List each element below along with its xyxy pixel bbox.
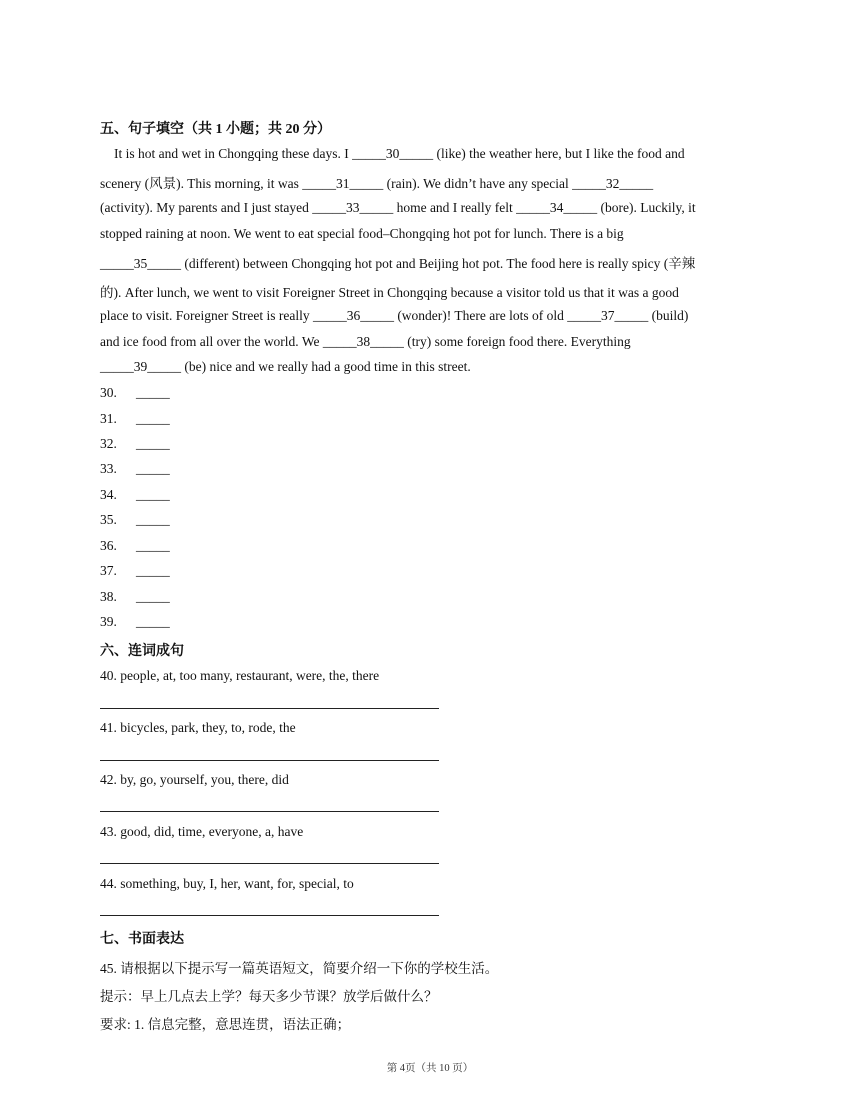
answer-item <box>100 436 170 452</box>
answer-item <box>100 411 170 427</box>
answer-number: 30. <box>100 385 117 400</box>
section-6-title: 六、连词成句 <box>100 644 184 659</box>
answer-item <box>100 538 170 554</box>
passage-line: scenery (风景). This morning, it was _____31_____ (rain). We didn’t have any special _____32_____ <box>100 176 654 191</box>
answer-blank[interactable]: _____ <box>136 461 170 476</box>
answer-blank[interactable]: _____ <box>136 563 170 578</box>
writing-requirements: 要求: 1. 信息完整，意思连贯，语法正确； <box>100 1017 351 1032</box>
question-41: 41. bicycles, park, they, to, rode, the <box>100 720 296 735</box>
answer-number: 34. <box>100 487 117 502</box>
answer-number: 39. <box>100 614 117 629</box>
question-42: 42. by, go, yourself, you, there, did <box>100 772 289 787</box>
answer-line[interactable] <box>100 708 439 709</box>
answer-item <box>100 385 170 401</box>
passage-line: (activity). My parents and I just stayed _____33_____ home and I really felt _____34_____ (bore). Luckily, it <box>100 200 696 215</box>
answer-item <box>100 614 170 630</box>
question-43: 43. good, did, time, everyone, a, have <box>100 824 304 839</box>
answer-item <box>100 487 170 503</box>
page-footer: 第 4页（共 10 页） <box>386 1063 474 1074</box>
answer-blank[interactable]: _____ <box>136 385 170 400</box>
answer-item <box>100 512 170 528</box>
answer-number: 36. <box>100 538 117 553</box>
answer-number: 32. <box>100 436 117 451</box>
passage-line: _____35_____ (different) between Chongqing hot pot and Beijing hot pot. The food here is really spicy (辛辣 <box>100 256 696 271</box>
passage-line: It is hot and wet in Chongqing these days. I _____30_____ (like) the weather here, but I like the food and <box>114 146 685 161</box>
writing-hints: 提示：早上几点去上学？每天多少节课？放学后做什么？ <box>100 989 438 1004</box>
answer-number: 37. <box>100 563 117 578</box>
answer-blank[interactable]: _____ <box>136 614 170 629</box>
answer-item <box>100 563 170 579</box>
answer-blank[interactable]: _____ <box>136 436 170 451</box>
answer-item <box>100 461 170 477</box>
answer-blank[interactable]: _____ <box>136 589 170 604</box>
answer-line[interactable] <box>100 915 439 916</box>
question-40: 40. people, at, too many, restaurant, were, the, there <box>100 668 380 683</box>
answer-number: 35. <box>100 512 117 527</box>
answer-blank[interactable]: _____ <box>136 487 170 502</box>
answer-number: 31. <box>100 411 117 426</box>
passage-line: _____39_____ (be) nice and we really had a good time in this street. <box>100 359 471 374</box>
passage-line: stopped raining at noon. We went to eat special food–Chongqing hot pot for lunch. There is a big <box>100 226 624 241</box>
answer-line[interactable] <box>100 811 439 812</box>
passage-line: place to visit. Foreigner Street is really _____36_____ (wonder)! There are lots of old _____37_____ (build) <box>100 308 689 323</box>
answer-blank[interactable]: _____ <box>136 538 170 553</box>
answer-line[interactable] <box>100 863 439 864</box>
passage-line: and ice food from all over the world. We _____38_____ (try) some foreign food there. Everything <box>100 334 631 349</box>
answer-item <box>100 589 170 605</box>
question-44: 44. something, buy, I, her, want, for, special, to <box>100 876 354 891</box>
answer-number: 33. <box>100 461 117 476</box>
section-7-title: 七、书面表达 <box>100 932 184 947</box>
answer-blank[interactable]: _____ <box>136 512 170 527</box>
writing-prompt: 45. 请根据以下提示写一篇英语短文，简要介绍一下你的学校生活。 <box>100 961 499 976</box>
answer-blank[interactable]: _____ <box>136 411 170 426</box>
passage-line: 的). After lunch, we went to visit Foreigner Street in Chongqing because a visitor told us that it was a good <box>100 285 679 300</box>
answer-number: 38. <box>100 589 117 604</box>
section-5-title: 五、句子填空（共 1 小题；共 20 分） <box>100 122 331 137</box>
answer-line[interactable] <box>100 760 439 761</box>
